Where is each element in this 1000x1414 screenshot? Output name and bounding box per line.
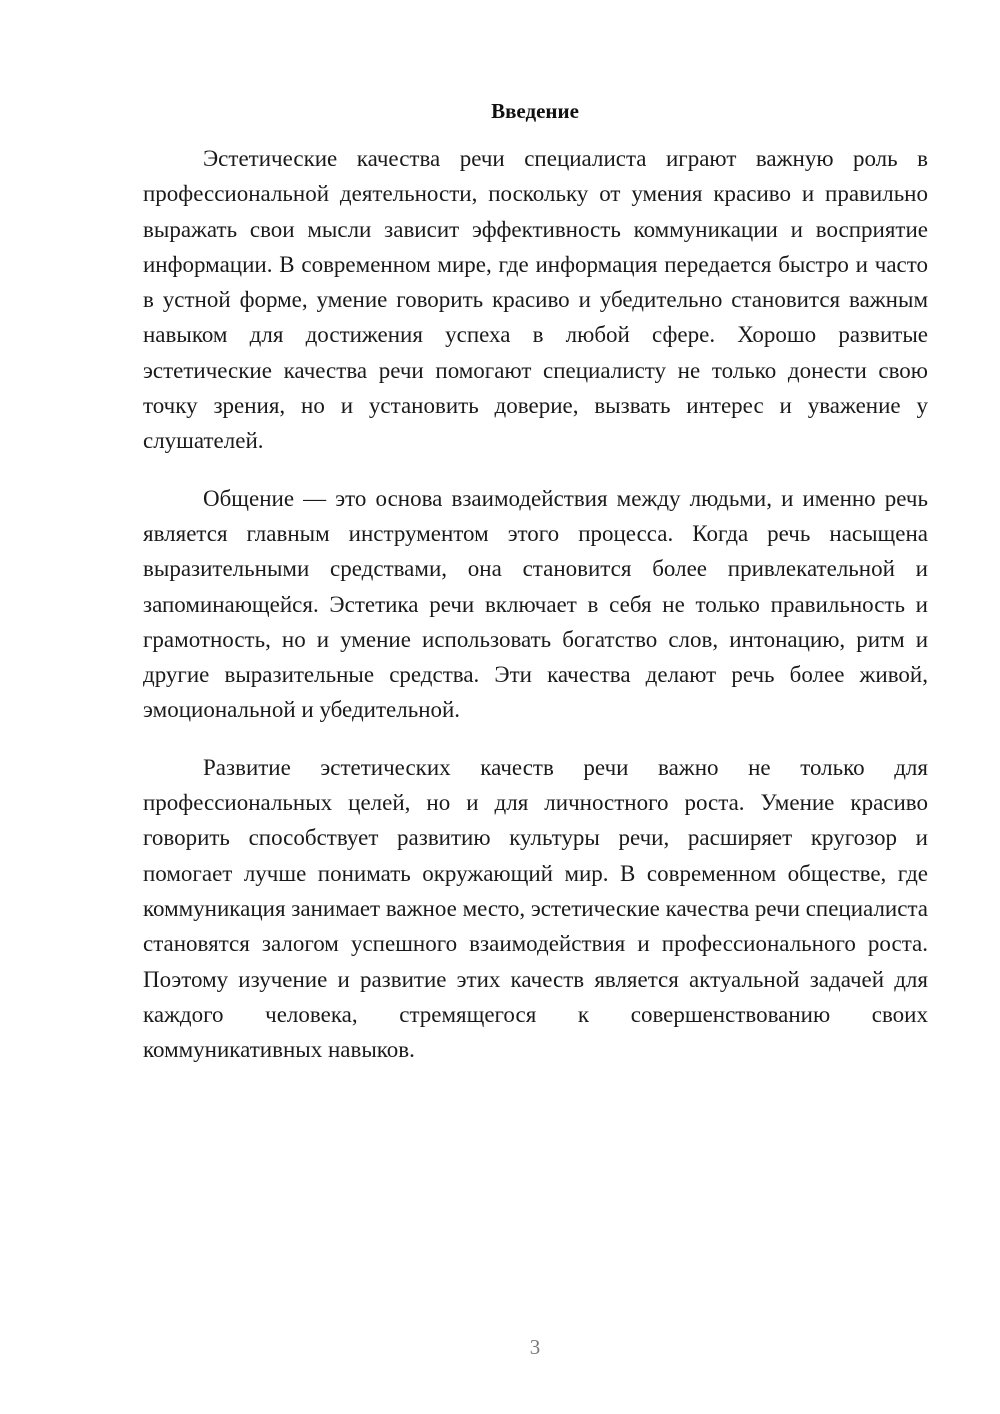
body-text <box>143 141 928 1067</box>
paragraph-3: Развитие эстетических качеств речи важно не только для профессиональных целей, но и для личностного роста. Умение красиво говорить способствует развитию культуры речи, расширяет кругозор и помогает лучше понимать окружающий мир. В современном обществе, где коммуникация занимает важное место, эстетические качества речи специалиста становятся залогом успешного взаимодействия и профессионального роста. Поэтому изучение и развитие этих качеств является актуальной задачей для каждого человека, стремящегося к совершенствованию своих коммуникативных навыков. <box>143 754 928 1063</box>
page-number: 3 <box>529 1335 541 1359</box>
section-title: Введение <box>491 99 579 123</box>
paragraph-2: Общение — это основа взаимодействия между людьми, и именно речь является главным инструментом этого процесса. Когда речь насыщена выразительными средствами, она становится более привлекательной и запоминающейся. Эстетика речи включает в себя не только правильность и грамотность, но и умение использовать богатство слов, интонацию, ритм и другие выразительные средства. Эти качества делают речь более живой, эмоциональной и убедительной. <box>143 485 928 723</box>
paragraph-1: Эстетические качества речи специалиста играют важную роль в профессиональной деятельности, поскольку от умения красиво и правильно выражать свои мысли зависит эффективность коммуникации и восприятие информации. В современном мире, где информация передается быстро и часто в устной форме, умение говорить красиво и убедительно становится важным навыком для достижения успеха в любой сфере. Хорошо развитые эстетические качества речи помогают специалисту не только донести свою точку зрения, но и установить доверие, вызвать интерес и уважение у слушателей. <box>143 146 928 454</box>
